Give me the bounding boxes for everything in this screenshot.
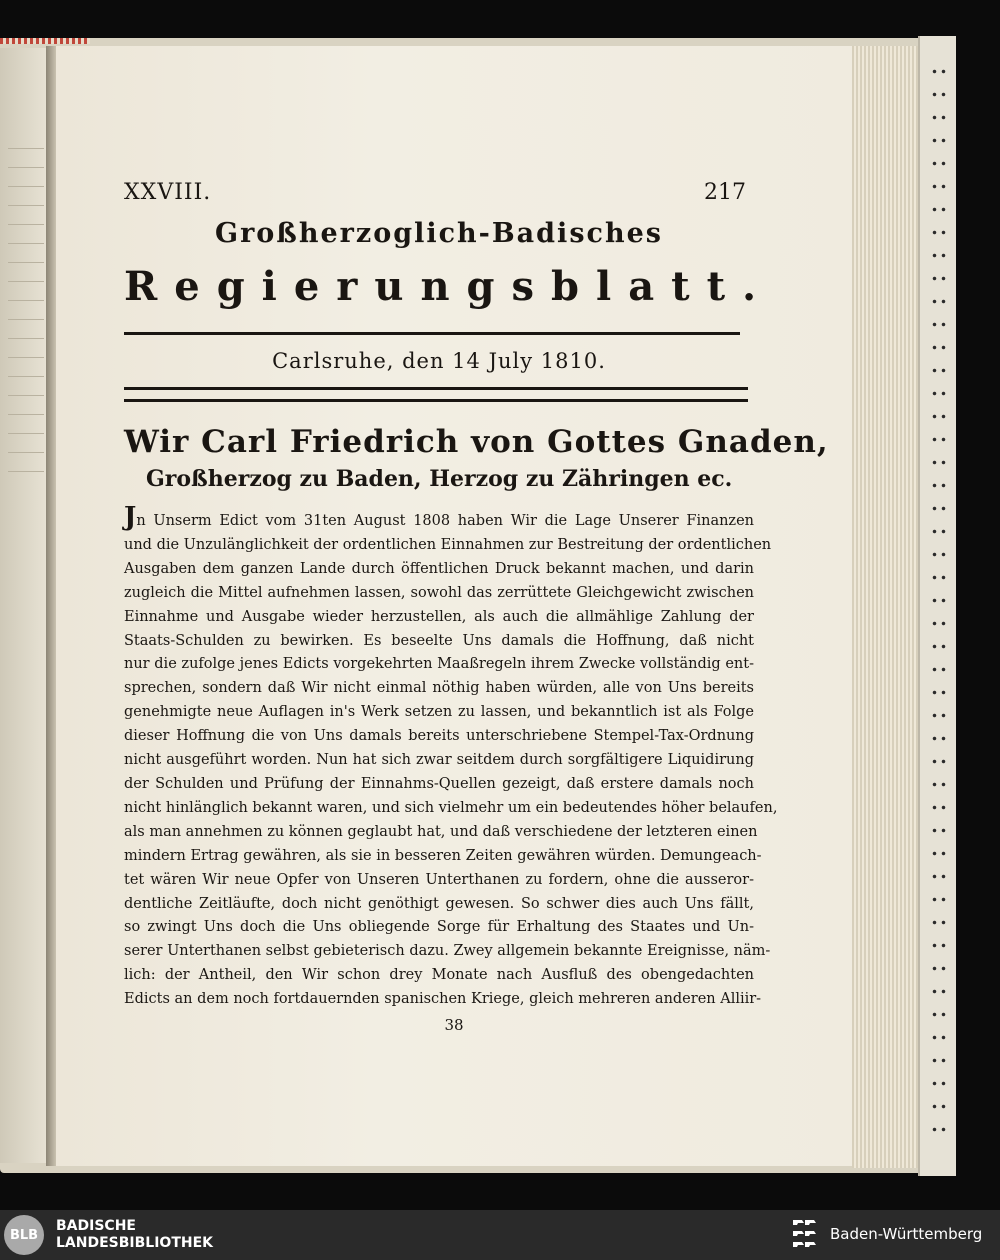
proclamation-subtitle: Großherzog zu Baden, Herzog zu Zähringen ec. [146,466,733,492]
publication-supertitle: Großherzoglich-Badisches [215,218,663,249]
proclamation-body [124,502,778,1012]
body-line: serer Unterthanen selbst gebieterisch dazu. Zwey allgemein bekannte Ereignisse, näm- [124,943,771,960]
body-line: Ausgaben dem ganzen Lande durch öffentlichen Druck bekannt machen, und darin [124,560,754,577]
running-header [124,180,754,210]
issue-number: XXVIII. [124,180,212,205]
blb-logo[interactable]: BLB [4,1215,44,1255]
body-line: und die Unzulänglichkeit der ordentlichen Einnahmen zur Bestreitung der ordentlichen [124,536,772,553]
body-line: nicht hinlänglich bekannt waren, und sich vielmehr um ein bedeutendes höher belaufen, [124,799,778,816]
body-line: Staats-Schulden zu bewirken. Es beseelte Uns damals die Hoffnung, daß nicht [124,632,754,649]
masthead-title: Regierungsblatt. [124,263,773,310]
dateline: Carlsruhe, den 14 July 1810. [272,349,606,373]
double-rule [124,387,748,402]
body-line: dentliche Zeitläufte, doch nicht genöthigt gewesen. So schwer dies auch Uns fällt, [124,895,754,912]
body-line: mindern Ertrag gewähren, als sie in besseren Zeiten gewähren würden. Demungeach- [124,847,762,864]
body-line: sprechen, sondern daß Wir nicht einmal nöthig haben würden, alle von Uns bereits [124,680,754,697]
library-name[interactable] [56,1218,213,1252]
left-page-text-traces [8,148,44,1128]
masthead-rule [124,332,740,335]
body-line: so zwingt Uns doch die Uns obliegende Sorge für Erhaltung des Staates und Un- [124,919,754,936]
cover-perforations [930,60,948,1140]
library-name-line2: LANDESBIBLIOTHEK [56,1235,214,1251]
drop-cap: J [124,502,137,532]
body-line: der Schulden und Prüfung der Einnahms-Quellen gezeigt, daß erstere damals noch [124,775,754,792]
viewer-footer-bar [0,1210,1000,1260]
body-line: Jn Unserm Edict vom 31ten August 1808 haben Wir die Lage Unserer Finanzen [124,502,754,532]
library-name-line1: BADISCHE [56,1218,136,1234]
page-content [124,180,829,1035]
proclamation-title: Wir Carl Friedrich von Gottes Gnaden, [124,424,829,460]
body-line: genehmigte neue Auflagen in's Werk setzen zu lassen, und bekanntlich ist als Folge [124,704,754,721]
body-line: nur die zufolge jenes Edicts vorgekehrten Maaßregeln ihrem Zwecke vollständig ent- [124,656,754,673]
body-line: dieser Hoffnung die von Uns damals bereits unterschriebene Stempel-Tax-Ordnung [124,728,754,745]
body-line: als man annehmen zu können geglaubt hat, und daß verschiedene der letzteren einen [124,823,758,840]
body-line: Edicts an dem noch fortdauernden spanischen Kriege, gleich mehreren anderen Alliir- [124,991,762,1008]
state-name[interactable]: Baden-Württemberg [830,1225,983,1243]
page-number: 217 [704,180,746,205]
left-page-edge [0,48,50,1163]
page-gutter [46,46,56,1166]
page-stack-edge [852,46,922,1168]
coat-of-arms-icon [790,1216,820,1254]
body-line: tet wären Wir neue Opfer von Unseren Unterthanen zu fordern, ohne die ausseror- [124,871,754,888]
headband-stripe [0,38,90,44]
body-line: lich: der Antheil, den Wir schon drey Monate nach Ausfluß des obengedachten [124,967,754,984]
body-line: nicht ausgeführt worden. Nun hat sich zwar seitdem durch sorgfältigere Liquidirung [124,752,754,769]
signature-mark: 38 [444,1016,464,1035]
body-line: Einnahme und Ausgabe wieder herzustellen, als auch die allmählige Zahlung der [124,608,754,625]
body-line: zugleich die Mittel aufnehmen lassen, sowohl das zerrüttete Gleichgewicht zwischen [124,584,754,601]
